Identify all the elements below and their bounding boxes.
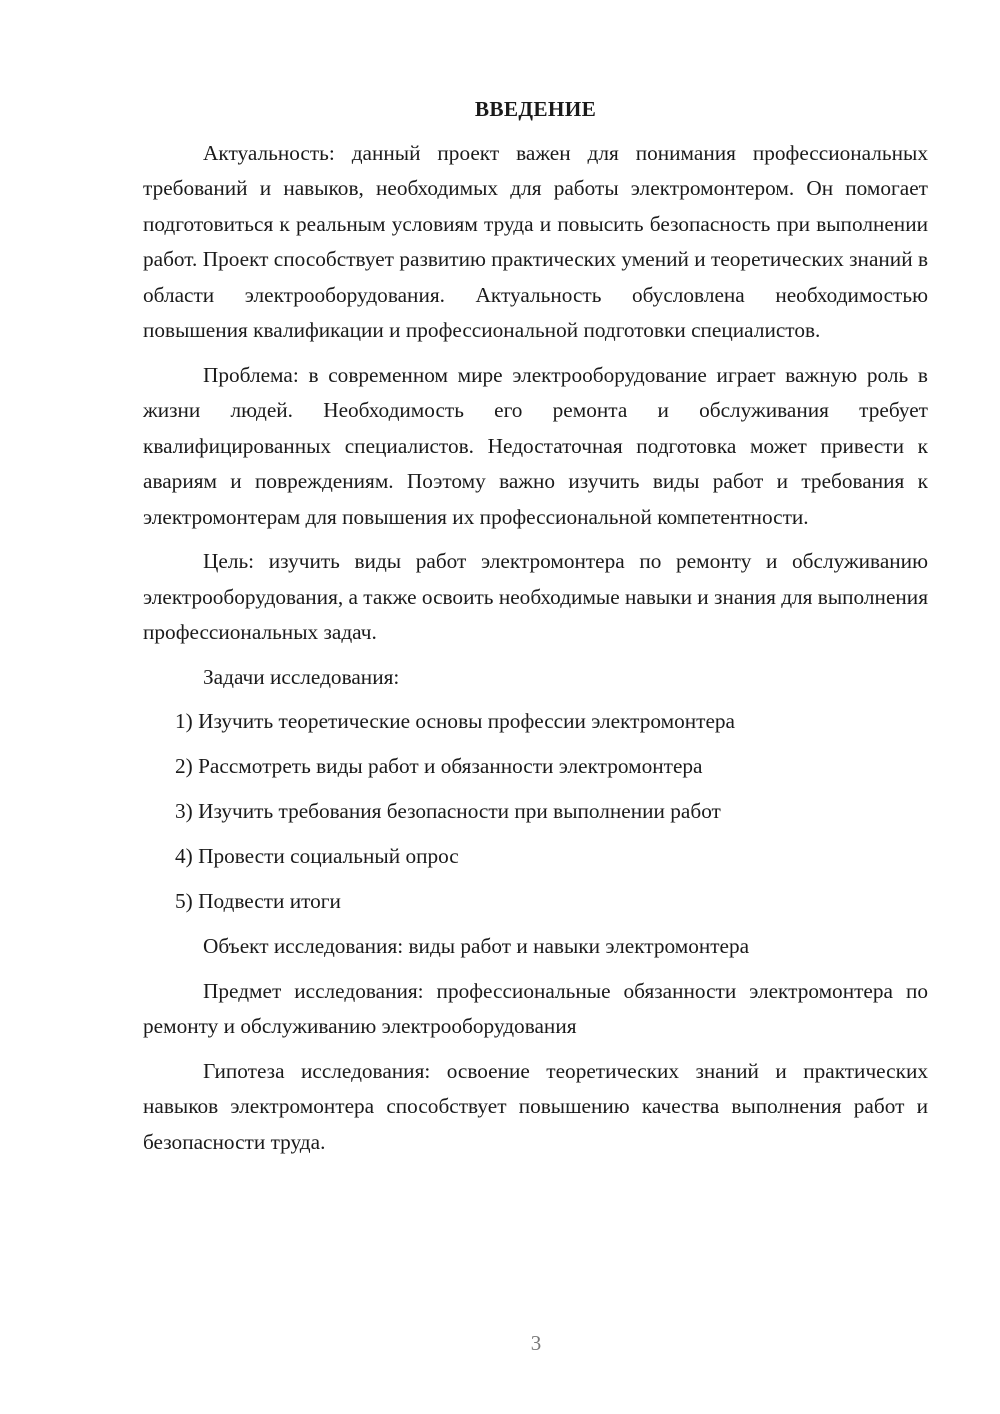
tasks-heading: Задачи исследования:: [203, 664, 400, 689]
paragraph-relevance: Актуальность: данный проект важен для понимания профессиональных требований и навыков, необходимых для работы электромонтером. Он помогает подготовиться к реальным условиям труда и повысить безопасность при выполнении работ. Проект способствует развитию практических умений и теоретических знаний в области электрооборудования. Актуальность обусловлена необходимостью повышения квалификации и профессиональной подготовки специалистов.: [143, 140, 928, 342]
tasks-list: [143, 704, 928, 920]
section-title: ВВЕДЕНИЕ: [474, 97, 597, 121]
list-item: 4) Провести социальный опрос: [175, 844, 459, 868]
document-page: [143, 92, 928, 1169]
paragraph-subject: Предмет исследования: профессиональные обязанности электромонтера по ремонту и обслуживанию электрооборудования: [143, 978, 928, 1038]
paragraph-object: Объект исследования: виды работ и навыки электромонтера: [203, 934, 750, 958]
list-item: 5) Подвести итоги: [175, 889, 341, 913]
list-item: 1) Изучить теоретические основы профессии электромонтера: [175, 709, 735, 733]
list-item: 2) Рассмотреть виды работ и обязанности электромонтера: [175, 754, 703, 778]
list-item: 3) Изучить требования безопасности при выполнении работ: [175, 799, 721, 823]
page-number: 3: [530, 1331, 542, 1355]
paragraph-goal: Цель: изучить виды работ электромонтера по ремонту и обслуживанию электрооборудования, а также освоить необходимые навыки и знания для выполнения профессиональных задач.: [143, 549, 928, 644]
paragraph-problem: Проблема: в современном мире электрооборудование играет важную роль в жизни людей. Необходимость его ремонта и обслуживания требует квалифицированных специалистов. Недостаточная подготовка может привести к авариям и повреждениям. Поэтому важно изучить виды работ и требования к электромонтерам для повышения их профессиональной компетентности.: [143, 362, 928, 529]
paragraph-hypothesis: Гипотеза исследования: освоение теоретических знаний и практических навыков электромонтера способствует повышению качества выполнения работ и безопасности труда.: [143, 1058, 928, 1154]
